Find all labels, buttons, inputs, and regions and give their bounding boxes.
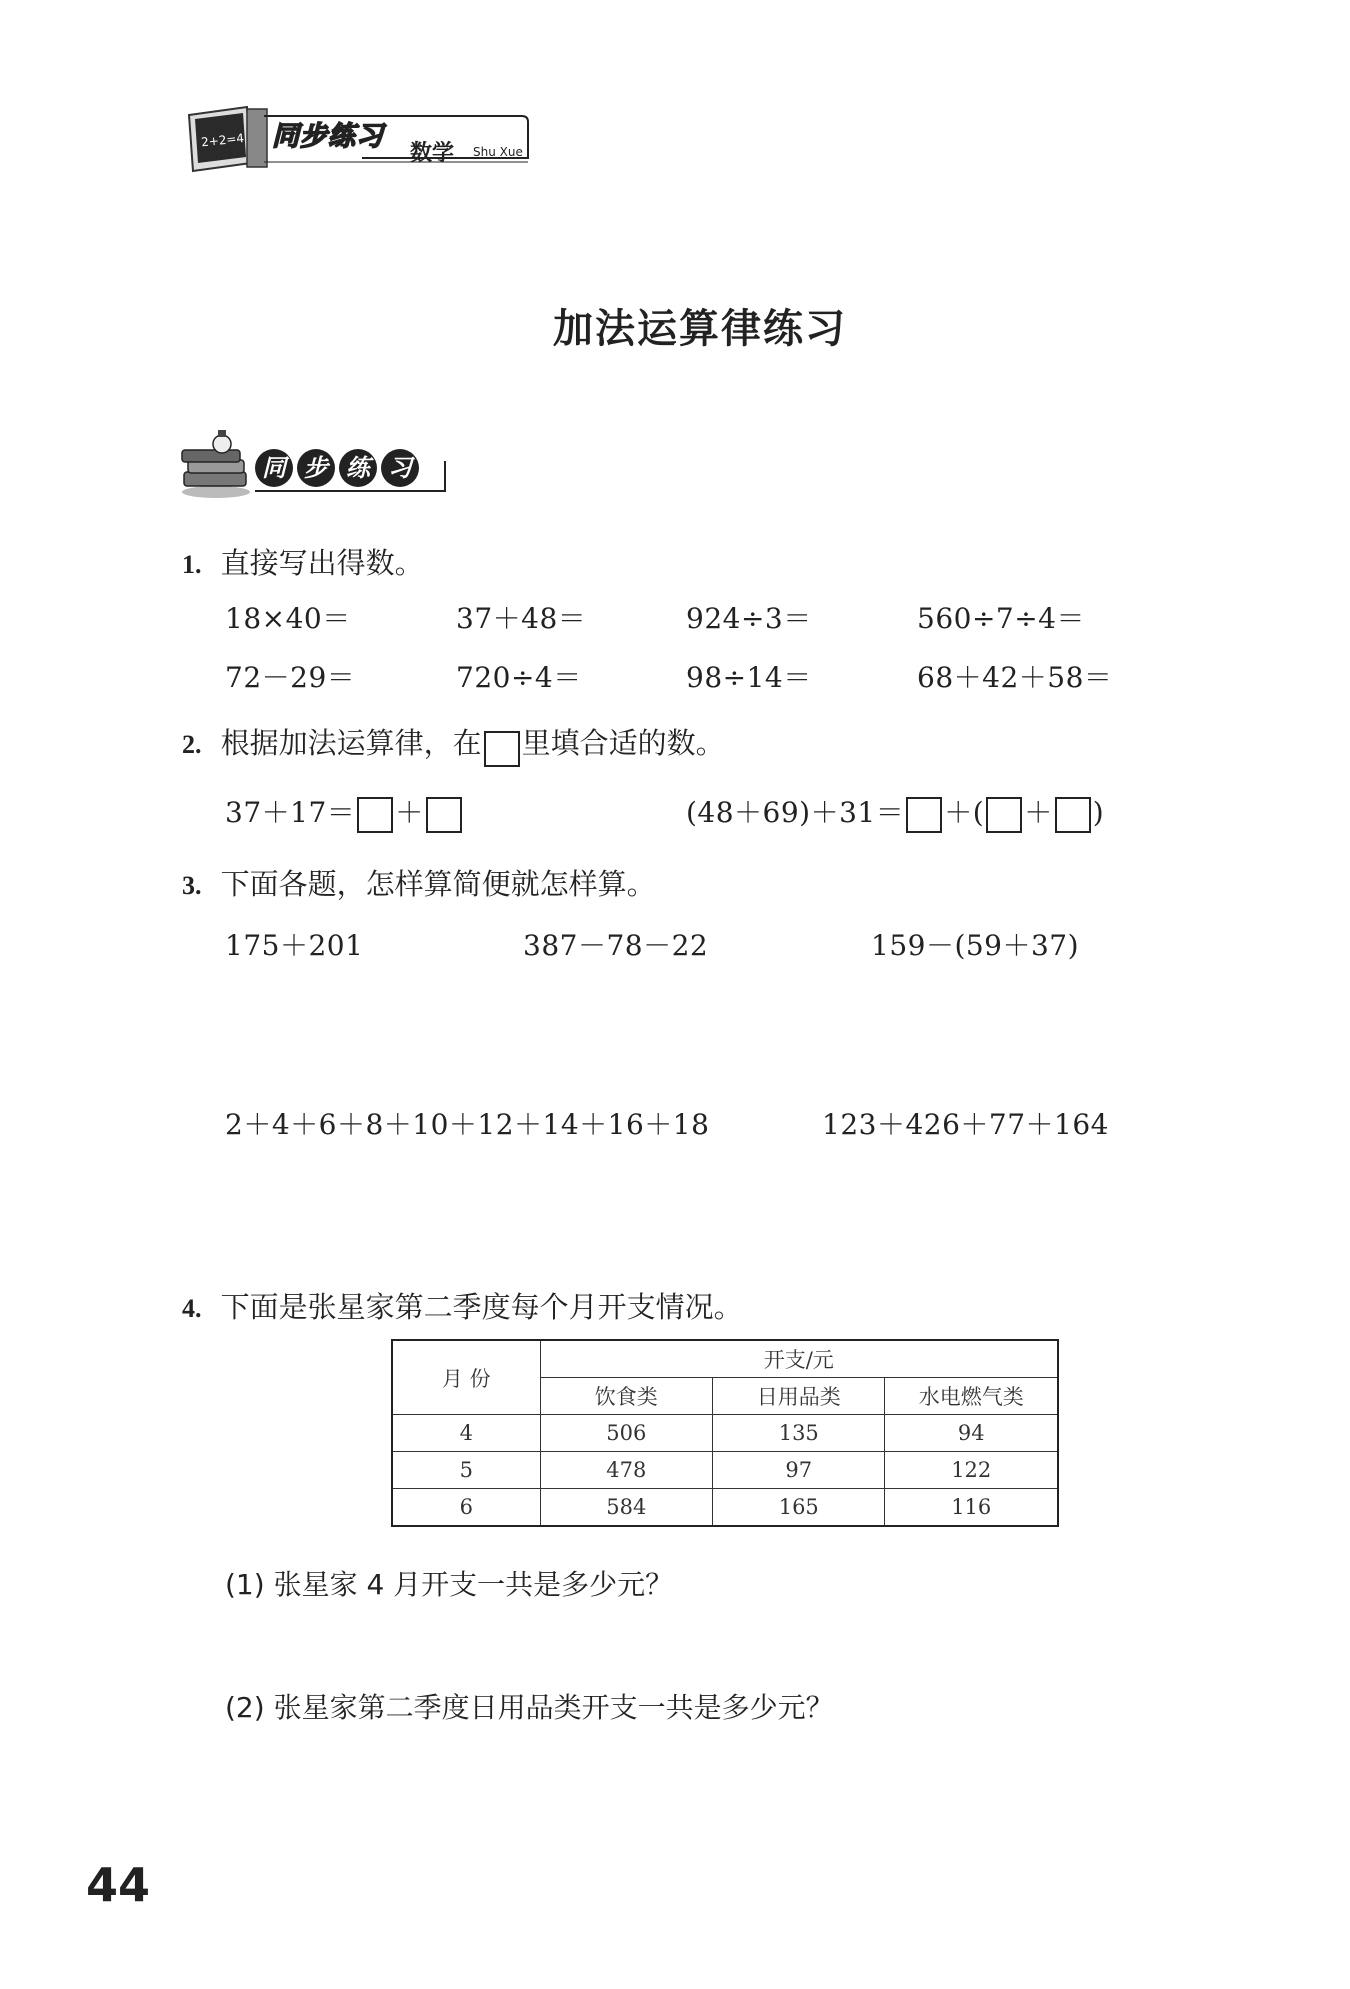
answer-box[interactable] [906,797,942,833]
expr-text: ＋( [944,796,985,829]
table-column-header: 水电燃气类 [885,1378,1058,1415]
question-text: 里填合适的数。 [521,726,725,760]
q2-expr-1 [225,791,464,833]
expr-text: 37＋17＝ [225,796,356,829]
table-header-group: 开支/元 [540,1340,1058,1378]
question-number: 2. [182,730,202,759]
table-cell: 122 [885,1452,1058,1489]
question-number: 4. [182,1294,202,1323]
q3-expr: 175＋201 [225,929,364,962]
question-text: 下面是张星家第二季度每个月开支情况。 [220,1290,743,1324]
expr-text: ＋ [395,796,424,829]
q2-expr-2 [686,791,1104,833]
answer-box[interactable] [986,797,1022,833]
table-cell: 94 [885,1415,1058,1452]
subject-pinyin: Shu Xue [473,145,523,159]
answer-box[interactable] [426,797,462,833]
section-badge [245,447,455,503]
expr-text: ＋ [1024,796,1053,829]
q1-expr: 98÷14＝ [686,661,812,694]
question-3 [182,862,656,903]
answer-box[interactable] [357,797,393,833]
section-char: 同 [255,449,293,487]
answer-box[interactable] [1055,797,1091,833]
table-row [392,1489,1058,1527]
question-text: 下面各题，怎样算简便就怎样算。 [220,867,656,901]
section-char: 步 [297,449,335,487]
table-cell: 478 [540,1452,712,1489]
table-row [392,1452,1058,1489]
section-char: 习 [381,449,419,487]
q1-expr: 72－29＝ [225,661,356,694]
table-row [392,1415,1058,1452]
question-1 [182,541,424,582]
expr-text: (48＋69)＋31＝ [686,796,905,829]
expense-table [391,1339,1059,1527]
sub-question-1: (1) 张星家 4 月开支一共是多少元？ [225,1568,674,1601]
q3-expr: 123＋426＋77＋164 [822,1108,1109,1141]
table-cell: 584 [540,1489,712,1527]
question-text: 直接写出得数。 [220,546,424,580]
page-number: 44 [86,1858,151,1912]
section-char: 练 [339,449,377,487]
table-cell: 97 [713,1452,885,1489]
page-title: 加法运算律练习 [553,306,847,352]
question-2 [182,721,725,767]
blackboard-text: 2+2=4 [200,130,245,150]
sub-question-2: (2) 张星家第二季度日用品类开支一共是多少元？ [225,1691,834,1724]
table-cell: 4 [392,1415,540,1452]
q1-expr: 37＋48＝ [456,602,587,635]
question-4 [182,1285,743,1326]
q3-expr: 2＋4＋6＋8＋10＋12＋14＋16＋18 [225,1108,710,1141]
q1-expr: 924÷3＝ [686,602,812,635]
table-cell: 6 [392,1489,540,1527]
table-cell: 135 [713,1415,885,1452]
q1-expr: 720÷4＝ [456,661,582,694]
q1-expr: 560÷7÷4＝ [917,602,1085,635]
table-cell: 506 [540,1415,712,1452]
table-column-header: 饮食类 [540,1378,712,1415]
question-number: 1. [182,550,202,579]
table-cell: 116 [885,1489,1058,1527]
question-number: 3. [182,871,202,900]
table-cell: 5 [392,1452,540,1489]
q1-expr: 18×40＝ [225,602,351,635]
table-cell: 165 [713,1489,885,1527]
q1-expr: 68＋42＋58＝ [917,661,1113,694]
table-column-header: 日用品类 [713,1378,885,1415]
subject-label: 数学 [410,141,455,166]
q3-expr: 159－(59＋37) [871,929,1080,962]
series-title: 同步练习 [272,121,384,152]
question-text: 根据加法运算律，在 [220,726,482,760]
blank-box [484,731,520,767]
q3-expr: 387－78－22 [523,929,709,962]
expr-text: ) [1092,796,1105,829]
table-header-month: 月 份 [392,1340,540,1415]
